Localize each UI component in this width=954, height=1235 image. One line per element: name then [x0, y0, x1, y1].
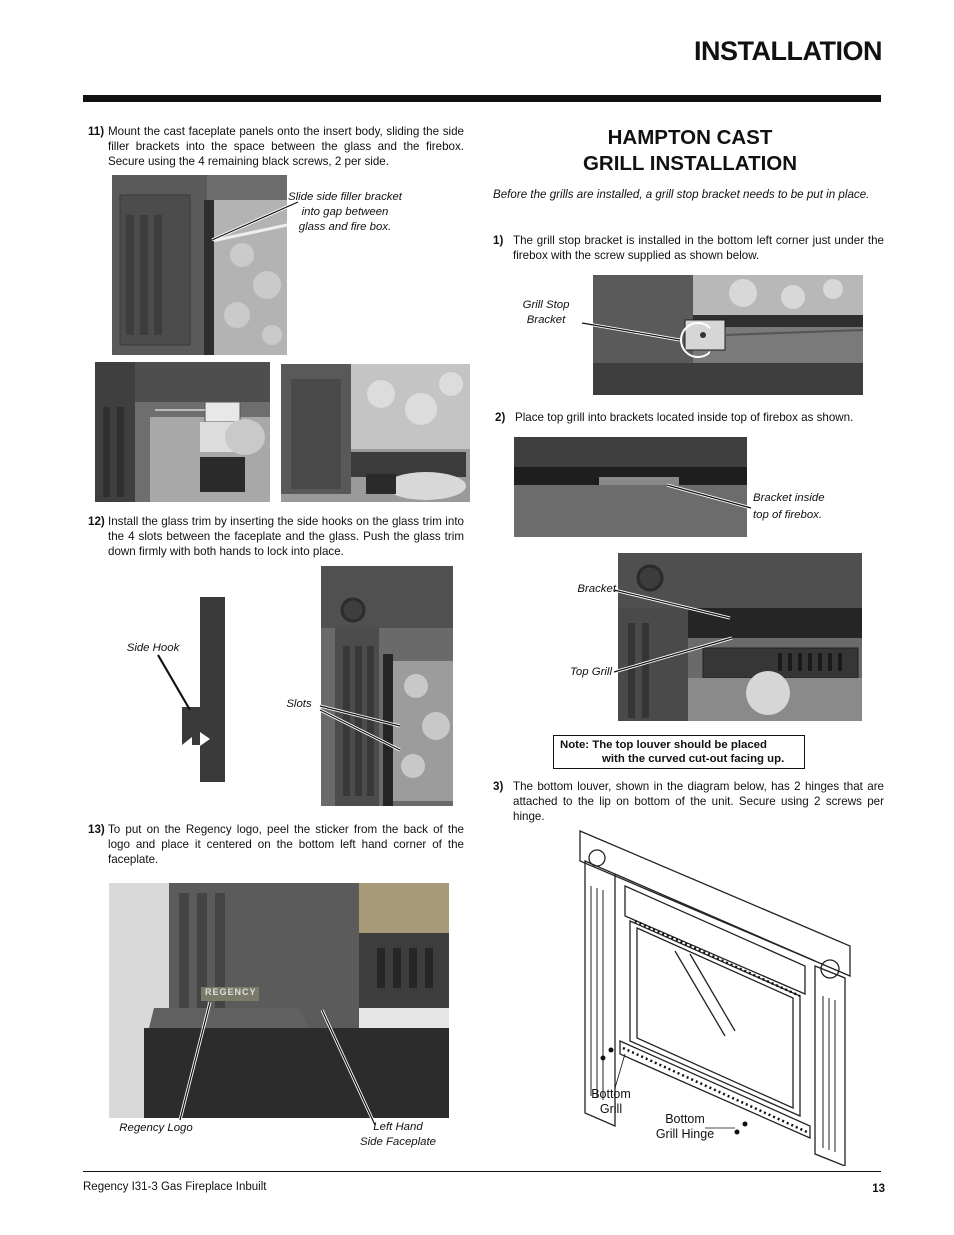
footer-product: Regency I31-3 Gas Fireplace Inbuilt — [83, 1181, 267, 1193]
label-top-grill: Top Grill — [570, 666, 612, 678]
step-number: 1) — [493, 234, 504, 247]
step-number: 13) — [88, 823, 105, 836]
grill-step-2 — [495, 410, 886, 425]
leader-bracket-inside — [665, 483, 755, 513]
step-text: Mount the cast faceplate panels onto the insert body, sliding the side filler brackets into the space between the glass and the firebox. Secure using the 4 remaining black screws, 2 per side. — [108, 125, 464, 168]
step-13 — [88, 822, 464, 867]
step-number: 11) — [88, 125, 105, 138]
step-number: 2) — [495, 411, 506, 424]
label-slots: Slots — [286, 698, 312, 710]
step-12 — [88, 514, 464, 559]
leader-grill-stop — [580, 315, 710, 365]
leader-lines-logo — [150, 1000, 380, 1130]
photo-screwing-bottom — [281, 364, 470, 502]
leader-lines-top-grill — [612, 580, 742, 680]
label-side-faceplate: Side Faceplate — [360, 1136, 436, 1148]
label-bottom-hinge-2: Grill Hinge — [655, 1127, 715, 1141]
section-title-line1: HAMPTON CAST — [607, 126, 773, 149]
label-bottom-hinge-1: Bottom — [665, 1112, 705, 1126]
step-text: Install the glass trim by inserting the side hooks on the glass trim into the 4 slots between the faceplate and the glass. Push the glass trim down firmly with both hands to lock into place. — [108, 515, 464, 558]
page-title: INSTALLATION — [694, 36, 882, 66]
step-text: To put on the Regency logo, peel the sticker from the back of the logo and place it centered on the bottom left hand corner of the faceplate. — [108, 823, 464, 866]
label-bracket: Bracket — [577, 583, 616, 595]
label-grill-stop: Grill Stop — [522, 299, 570, 311]
label-bottom-grill-1: Bottom — [591, 1087, 631, 1101]
label-grill-stop-bracket: Bracket — [526, 314, 566, 326]
step-11 — [88, 124, 464, 169]
grill-step-1 — [493, 233, 884, 263]
step-text: Place top grill into brackets located inside top of firebox as shown. — [515, 411, 854, 424]
step-number: 3) — [493, 780, 504, 793]
page-number: 13 — [872, 1183, 885, 1195]
leader-line-filler — [210, 200, 300, 250]
caption-filler-bracket: Slide side filler bracket into gap between glass and fire box. — [288, 191, 402, 233]
note-line-2: with the curved cut-out facing up. — [602, 753, 785, 765]
label-bottom-grill-2: Grill — [599, 1102, 623, 1116]
photo-glass-trim-slots — [321, 566, 453, 806]
step-number: 12) — [88, 515, 105, 528]
leader-lines-slots — [310, 700, 405, 755]
step-text: The grill stop bracket is installed in the bottom left corner just under the firebox with the screw supplied as shown below. — [513, 234, 884, 262]
header-rule — [83, 95, 881, 102]
footer-rule — [83, 1171, 881, 1172]
regency-logo-sticker: REGENCY — [205, 987, 257, 997]
step-text: The bottom louver, shown in the diagram below, has 2 hinges that are attached to the lip on bottom of the unit. Secure using 2 screws per hinge. — [513, 780, 884, 823]
label-bracket-inside: Bracket inside — [753, 492, 825, 504]
label-top-of-firebox: top of firebox. — [753, 509, 823, 521]
label-side-hook: Side Hook — [126, 642, 180, 654]
label-left-hand: Left Hand — [373, 1121, 423, 1133]
diagram-side-hook — [120, 592, 240, 787]
label-regency-logo: Regency Logo — [119, 1122, 193, 1134]
note-box — [553, 735, 805, 769]
section-title-line2: GRILL INSTALLATION — [582, 152, 798, 175]
grill-step-3 — [493, 779, 884, 824]
photo-screwing-faceplate — [95, 362, 270, 502]
intro-text: Before the grills are installed, a grill stop bracket needs to be put in place. — [493, 188, 870, 201]
note-line-1: Note: The top louver should be placed — [560, 739, 767, 751]
